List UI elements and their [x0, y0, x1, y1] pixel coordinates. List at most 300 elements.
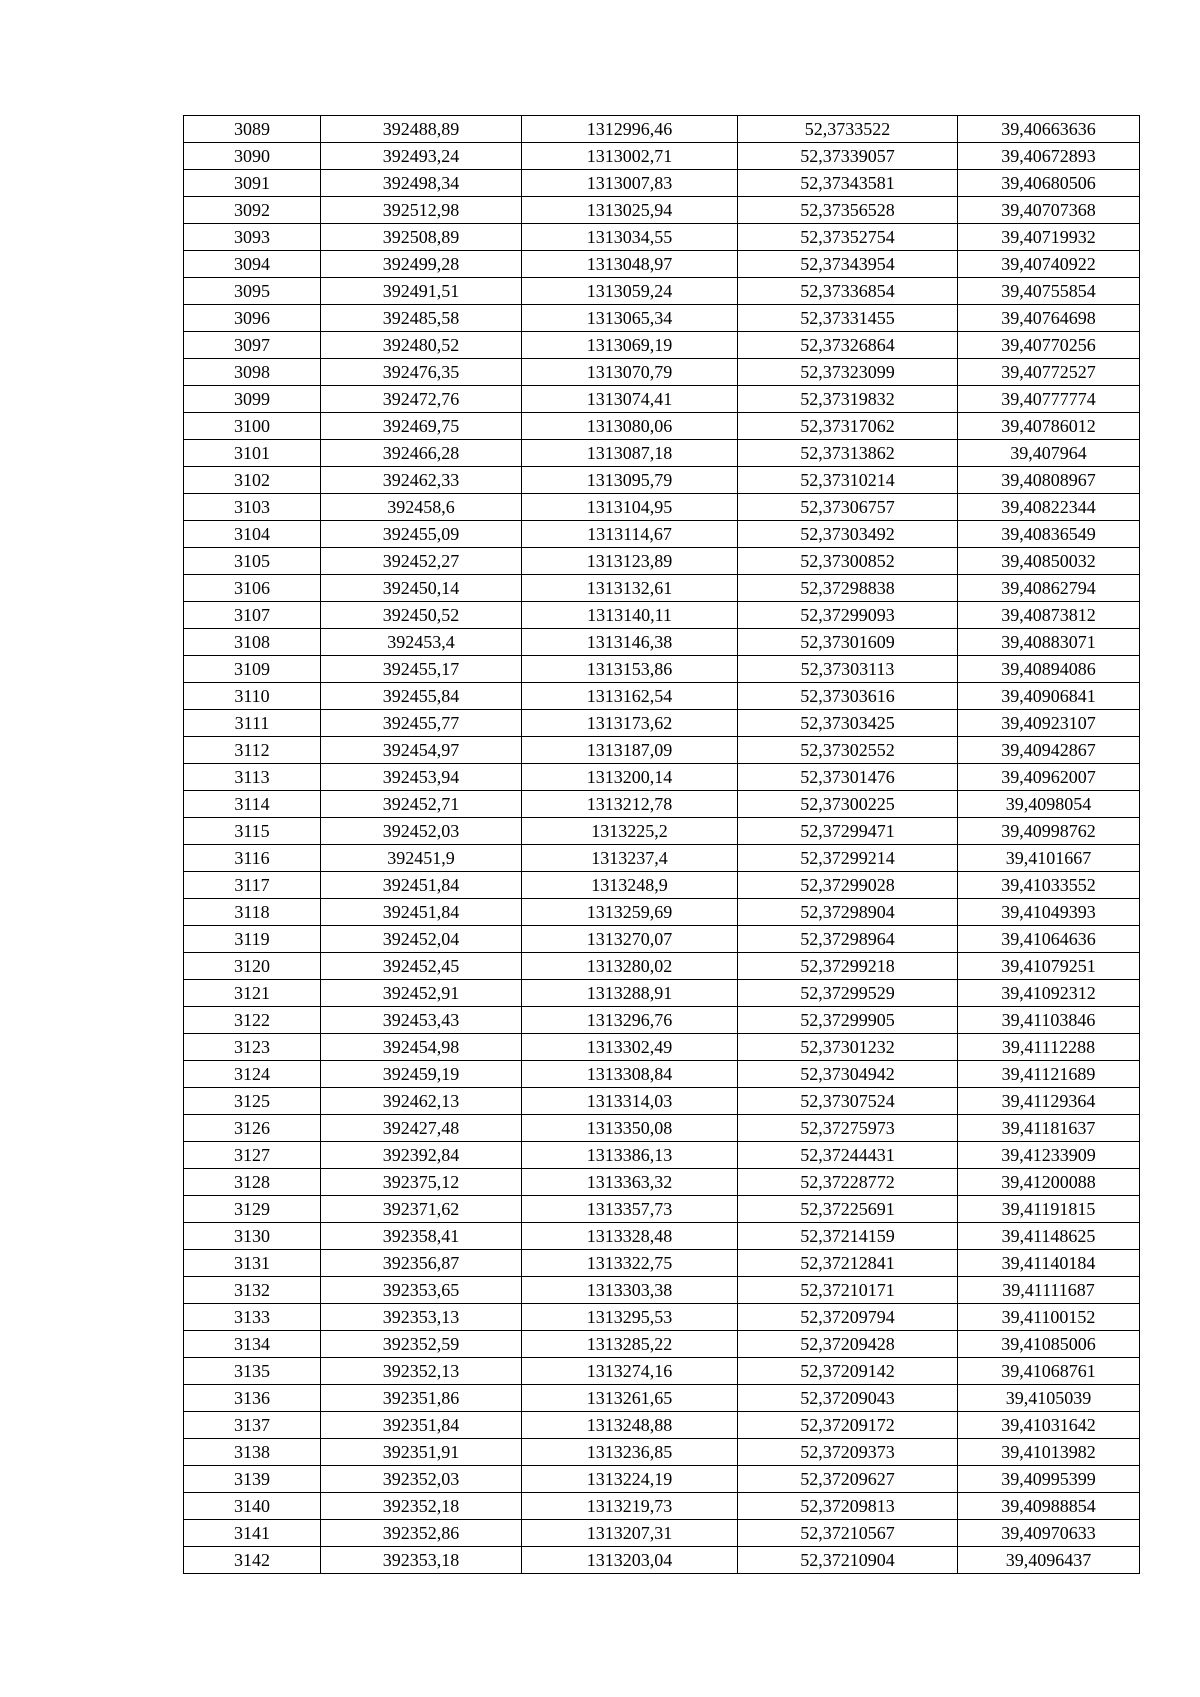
- table-row: [184, 872, 1140, 899]
- longitude-cell: 39,41085006: [958, 1331, 1140, 1358]
- table-row: [184, 899, 1140, 926]
- longitude-cell: 39,41148625: [958, 1223, 1140, 1250]
- table-row: [184, 1331, 1140, 1358]
- y-coordinate-cell: 1313274,16: [522, 1358, 738, 1385]
- x-coordinate-cell: 392452,45: [321, 953, 522, 980]
- x-coordinate-cell: 392375,12: [321, 1169, 522, 1196]
- table-row: [184, 251, 1140, 278]
- latitude-cell: 52,37301232: [738, 1034, 958, 1061]
- y-coordinate-cell: 1313123,89: [522, 548, 738, 575]
- longitude-cell: 39,41103846: [958, 1007, 1140, 1034]
- x-coordinate-cell: 392452,04: [321, 926, 522, 953]
- x-coordinate-cell: 392493,24: [321, 143, 522, 170]
- table-row: [184, 1088, 1140, 1115]
- x-coordinate-cell: 392452,91: [321, 980, 522, 1007]
- point-number-cell: 3101: [184, 440, 321, 467]
- longitude-cell: 39,40672893: [958, 143, 1140, 170]
- longitude-cell: 39,40777774: [958, 386, 1140, 413]
- point-number-cell: 3100: [184, 413, 321, 440]
- point-number-cell: 3107: [184, 602, 321, 629]
- longitude-cell: 39,40764698: [958, 305, 1140, 332]
- y-coordinate-cell: 1313322,75: [522, 1250, 738, 1277]
- latitude-cell: 52,37298964: [738, 926, 958, 953]
- x-coordinate-cell: 392458,6: [321, 494, 522, 521]
- table-row: [184, 1115, 1140, 1142]
- x-coordinate-cell: 392512,98: [321, 197, 522, 224]
- point-number-cell: 3125: [184, 1088, 321, 1115]
- longitude-cell: 39,41031642: [958, 1412, 1140, 1439]
- point-number-cell: 3118: [184, 899, 321, 926]
- point-number-cell: 3132: [184, 1277, 321, 1304]
- latitude-cell: 52,3733522: [738, 116, 958, 143]
- latitude-cell: 52,37212841: [738, 1250, 958, 1277]
- point-number-cell: 3133: [184, 1304, 321, 1331]
- point-number-cell: 3128: [184, 1169, 321, 1196]
- x-coordinate-cell: 392451,9: [321, 845, 522, 872]
- longitude-cell: 39,40962007: [958, 764, 1140, 791]
- latitude-cell: 52,37343581: [738, 170, 958, 197]
- point-number-cell: 3105: [184, 548, 321, 575]
- table-row: [184, 953, 1140, 980]
- longitude-cell: 39,41049393: [958, 899, 1140, 926]
- longitude-cell: 39,40883071: [958, 629, 1140, 656]
- longitude-cell: 39,41064636: [958, 926, 1140, 953]
- point-number-cell: 3094: [184, 251, 321, 278]
- y-coordinate-cell: 1313162,54: [522, 683, 738, 710]
- point-number-cell: 3124: [184, 1061, 321, 1088]
- x-coordinate-cell: 392452,27: [321, 548, 522, 575]
- point-number-cell: 3116: [184, 845, 321, 872]
- table-row: [184, 494, 1140, 521]
- y-coordinate-cell: 1313308,84: [522, 1061, 738, 1088]
- y-coordinate-cell: 1313025,94: [522, 197, 738, 224]
- y-coordinate-cell: 1313207,31: [522, 1520, 738, 1547]
- y-coordinate-cell: 1313350,08: [522, 1115, 738, 1142]
- table-row: [184, 818, 1140, 845]
- latitude-cell: 52,37210171: [738, 1277, 958, 1304]
- point-number-cell: 3114: [184, 791, 321, 818]
- y-coordinate-cell: 1313285,22: [522, 1331, 738, 1358]
- longitude-cell: 39,40988854: [958, 1493, 1140, 1520]
- point-number-cell: 3120: [184, 953, 321, 980]
- table-row: [184, 521, 1140, 548]
- table-row: [184, 791, 1140, 818]
- longitude-cell: 39,41100152: [958, 1304, 1140, 1331]
- longitude-cell: 39,4098054: [958, 791, 1140, 818]
- latitude-cell: 52,37303492: [738, 521, 958, 548]
- longitude-cell: 39,40740922: [958, 251, 1140, 278]
- longitude-cell: 39,40663636: [958, 116, 1140, 143]
- point-number-cell: 3112: [184, 737, 321, 764]
- table-row: [184, 1412, 1140, 1439]
- y-coordinate-cell: 1312996,46: [522, 116, 738, 143]
- table-row: [184, 602, 1140, 629]
- y-coordinate-cell: 1313173,62: [522, 710, 738, 737]
- longitude-cell: 39,41092312: [958, 980, 1140, 1007]
- x-coordinate-cell: 392491,51: [321, 278, 522, 305]
- table-row: [184, 224, 1140, 251]
- latitude-cell: 52,37323099: [738, 359, 958, 386]
- y-coordinate-cell: 1313386,13: [522, 1142, 738, 1169]
- point-number-cell: 3091: [184, 170, 321, 197]
- longitude-cell: 39,40808967: [958, 467, 1140, 494]
- table-row: [184, 440, 1140, 467]
- point-number-cell: 3126: [184, 1115, 321, 1142]
- latitude-cell: 52,37299905: [738, 1007, 958, 1034]
- y-coordinate-cell: 1313095,79: [522, 467, 738, 494]
- x-coordinate-cell: 392453,43: [321, 1007, 522, 1034]
- y-coordinate-cell: 1313288,91: [522, 980, 738, 1007]
- y-coordinate-cell: 1313296,76: [522, 1007, 738, 1034]
- longitude-cell: 39,40998762: [958, 818, 1140, 845]
- point-number-cell: 3097: [184, 332, 321, 359]
- x-coordinate-cell: 392358,41: [321, 1223, 522, 1250]
- table-row: [184, 1520, 1140, 1547]
- point-number-cell: 3111: [184, 710, 321, 737]
- y-coordinate-cell: 1313146,38: [522, 629, 738, 656]
- table-row: [184, 845, 1140, 872]
- y-coordinate-cell: 1313034,55: [522, 224, 738, 251]
- table-row: [184, 1007, 1140, 1034]
- x-coordinate-cell: 392469,75: [321, 413, 522, 440]
- y-coordinate-cell: 1313002,71: [522, 143, 738, 170]
- table-row: [184, 332, 1140, 359]
- point-number-cell: 3134: [184, 1331, 321, 1358]
- x-coordinate-cell: 392455,17: [321, 656, 522, 683]
- x-coordinate-cell: 392353,13: [321, 1304, 522, 1331]
- latitude-cell: 52,37299028: [738, 872, 958, 899]
- longitude-cell: 39,41129364: [958, 1088, 1140, 1115]
- latitude-cell: 52,37301609: [738, 629, 958, 656]
- table-row: [184, 764, 1140, 791]
- table-row: [184, 1169, 1140, 1196]
- latitude-cell: 52,37300852: [738, 548, 958, 575]
- latitude-cell: 52,37307524: [738, 1088, 958, 1115]
- x-coordinate-cell: 392455,77: [321, 710, 522, 737]
- y-coordinate-cell: 1313270,07: [522, 926, 738, 953]
- table-row: [184, 1061, 1140, 1088]
- latitude-cell: 52,37301476: [738, 764, 958, 791]
- table-row: [184, 278, 1140, 305]
- x-coordinate-cell: 392392,84: [321, 1142, 522, 1169]
- x-coordinate-cell: 392352,59: [321, 1331, 522, 1358]
- longitude-cell: 39,41233909: [958, 1142, 1140, 1169]
- longitude-cell: 39,40836549: [958, 521, 1140, 548]
- y-coordinate-cell: 1313087,18: [522, 440, 738, 467]
- longitude-cell: 39,41200088: [958, 1169, 1140, 1196]
- x-coordinate-cell: 392351,91: [321, 1439, 522, 1466]
- latitude-cell: 52,37306757: [738, 494, 958, 521]
- longitude-cell: 39,41191815: [958, 1196, 1140, 1223]
- x-coordinate-cell: 392498,34: [321, 170, 522, 197]
- latitude-cell: 52,37299529: [738, 980, 958, 1007]
- y-coordinate-cell: 1313303,38: [522, 1277, 738, 1304]
- x-coordinate-cell: 392499,28: [321, 251, 522, 278]
- latitude-cell: 52,37303616: [738, 683, 958, 710]
- y-coordinate-cell: 1313224,19: [522, 1466, 738, 1493]
- x-coordinate-cell: 392352,13: [321, 1358, 522, 1385]
- latitude-cell: 52,37356528: [738, 197, 958, 224]
- table-row: [184, 1466, 1140, 1493]
- longitude-cell: 39,41033552: [958, 872, 1140, 899]
- y-coordinate-cell: 1313007,83: [522, 170, 738, 197]
- latitude-cell: 52,37214159: [738, 1223, 958, 1250]
- point-number-cell: 3139: [184, 1466, 321, 1493]
- point-number-cell: 3102: [184, 467, 321, 494]
- x-coordinate-cell: 392352,86: [321, 1520, 522, 1547]
- longitude-cell: 39,40942867: [958, 737, 1140, 764]
- point-number-cell: 3103: [184, 494, 321, 521]
- longitude-cell: 39,41140184: [958, 1250, 1140, 1277]
- longitude-cell: 39,40850032: [958, 548, 1140, 575]
- point-number-cell: 3138: [184, 1439, 321, 1466]
- y-coordinate-cell: 1313302,49: [522, 1034, 738, 1061]
- latitude-cell: 52,37299471: [738, 818, 958, 845]
- latitude-cell: 52,37343954: [738, 251, 958, 278]
- point-number-cell: 3131: [184, 1250, 321, 1277]
- latitude-cell: 52,37331455: [738, 305, 958, 332]
- y-coordinate-cell: 1313132,61: [522, 575, 738, 602]
- latitude-cell: 52,37302552: [738, 737, 958, 764]
- table-row: [184, 413, 1140, 440]
- table-row: [184, 548, 1140, 575]
- y-coordinate-cell: 1313048,97: [522, 251, 738, 278]
- longitude-cell: 39,4101667: [958, 845, 1140, 872]
- point-number-cell: 3110: [184, 683, 321, 710]
- x-coordinate-cell: 392455,84: [321, 683, 522, 710]
- latitude-cell: 52,37209043: [738, 1385, 958, 1412]
- y-coordinate-cell: 1313070,79: [522, 359, 738, 386]
- table-row: [184, 1385, 1140, 1412]
- x-coordinate-cell: 392352,18: [321, 1493, 522, 1520]
- x-coordinate-cell: 392454,98: [321, 1034, 522, 1061]
- longitude-cell: 39,40873812: [958, 602, 1140, 629]
- table-row: [184, 197, 1140, 224]
- coordinates-table: [183, 115, 1140, 1574]
- y-coordinate-cell: 1313065,34: [522, 305, 738, 332]
- x-coordinate-cell: 392508,89: [321, 224, 522, 251]
- longitude-cell: 39,41013982: [958, 1439, 1140, 1466]
- point-number-cell: 3093: [184, 224, 321, 251]
- latitude-cell: 52,37317062: [738, 413, 958, 440]
- y-coordinate-cell: 1313114,67: [522, 521, 738, 548]
- table-row: [184, 116, 1140, 143]
- y-coordinate-cell: 1313203,04: [522, 1547, 738, 1574]
- longitude-cell: 39,40862794: [958, 575, 1140, 602]
- y-coordinate-cell: 1313200,14: [522, 764, 738, 791]
- point-number-cell: 3117: [184, 872, 321, 899]
- coordinates-table-body: [184, 116, 1140, 1574]
- x-coordinate-cell: 392452,03: [321, 818, 522, 845]
- table-row: [184, 1223, 1140, 1250]
- point-number-cell: 3115: [184, 818, 321, 845]
- y-coordinate-cell: 1313212,78: [522, 791, 738, 818]
- latitude-cell: 52,37210904: [738, 1547, 958, 1574]
- y-coordinate-cell: 1313314,03: [522, 1088, 738, 1115]
- latitude-cell: 52,37310214: [738, 467, 958, 494]
- latitude-cell: 52,37275973: [738, 1115, 958, 1142]
- point-number-cell: 3140: [184, 1493, 321, 1520]
- point-number-cell: 3108: [184, 629, 321, 656]
- y-coordinate-cell: 1313153,86: [522, 656, 738, 683]
- table-row: [184, 710, 1140, 737]
- longitude-cell: 39,40906841: [958, 683, 1140, 710]
- latitude-cell: 52,37298838: [738, 575, 958, 602]
- point-number-cell: 3090: [184, 143, 321, 170]
- point-number-cell: 3109: [184, 656, 321, 683]
- table-row: [184, 980, 1140, 1007]
- x-coordinate-cell: 392485,58: [321, 305, 522, 332]
- table-row: [184, 143, 1140, 170]
- point-number-cell: 3142: [184, 1547, 321, 1574]
- point-number-cell: 3095: [184, 278, 321, 305]
- point-number-cell: 3141: [184, 1520, 321, 1547]
- latitude-cell: 52,37209373: [738, 1439, 958, 1466]
- table-row: [184, 683, 1140, 710]
- x-coordinate-cell: 392452,71: [321, 791, 522, 818]
- y-coordinate-cell: 1313237,4: [522, 845, 738, 872]
- y-coordinate-cell: 1313074,41: [522, 386, 738, 413]
- x-coordinate-cell: 392459,19: [321, 1061, 522, 1088]
- point-number-cell: 3136: [184, 1385, 321, 1412]
- table-row: [184, 1196, 1140, 1223]
- y-coordinate-cell: 1313059,24: [522, 278, 738, 305]
- longitude-cell: 39,4105039: [958, 1385, 1140, 1412]
- x-coordinate-cell: 392451,84: [321, 872, 522, 899]
- point-number-cell: 3098: [184, 359, 321, 386]
- longitude-cell: 39,41121689: [958, 1061, 1140, 1088]
- x-coordinate-cell: 392453,4: [321, 629, 522, 656]
- longitude-cell: 39,4096437: [958, 1547, 1140, 1574]
- latitude-cell: 52,37209428: [738, 1331, 958, 1358]
- latitude-cell: 52,37209794: [738, 1304, 958, 1331]
- x-coordinate-cell: 392472,76: [321, 386, 522, 413]
- point-number-cell: 3135: [184, 1358, 321, 1385]
- latitude-cell: 52,37209627: [738, 1466, 958, 1493]
- latitude-cell: 52,37304942: [738, 1061, 958, 1088]
- point-number-cell: 3092: [184, 197, 321, 224]
- table-row: [184, 575, 1140, 602]
- x-coordinate-cell: 392427,48: [321, 1115, 522, 1142]
- y-coordinate-cell: 1313280,02: [522, 953, 738, 980]
- point-number-cell: 3127: [184, 1142, 321, 1169]
- table-row: [184, 1493, 1140, 1520]
- latitude-cell: 52,37326864: [738, 332, 958, 359]
- point-number-cell: 3123: [184, 1034, 321, 1061]
- table-row: [184, 1439, 1140, 1466]
- table-row: [184, 926, 1140, 953]
- x-coordinate-cell: 392351,84: [321, 1412, 522, 1439]
- longitude-cell: 39,40772527: [958, 359, 1140, 386]
- longitude-cell: 39,41079251: [958, 953, 1140, 980]
- x-coordinate-cell: 392466,28: [321, 440, 522, 467]
- longitude-cell: 39,41068761: [958, 1358, 1140, 1385]
- y-coordinate-cell: 1313328,48: [522, 1223, 738, 1250]
- latitude-cell: 52,37298904: [738, 899, 958, 926]
- x-coordinate-cell: 392356,87: [321, 1250, 522, 1277]
- latitude-cell: 52,37303425: [738, 710, 958, 737]
- y-coordinate-cell: 1313219,73: [522, 1493, 738, 1520]
- y-coordinate-cell: 1313248,88: [522, 1412, 738, 1439]
- table-row: [184, 1034, 1140, 1061]
- table-row: [184, 170, 1140, 197]
- point-number-cell: 3130: [184, 1223, 321, 1250]
- latitude-cell: 52,37209142: [738, 1358, 958, 1385]
- x-coordinate-cell: 392353,65: [321, 1277, 522, 1304]
- table-row: [184, 737, 1140, 764]
- point-number-cell: 3122: [184, 1007, 321, 1034]
- latitude-cell: 52,37299093: [738, 602, 958, 629]
- point-number-cell: 3096: [184, 305, 321, 332]
- latitude-cell: 52,37336854: [738, 278, 958, 305]
- latitude-cell: 52,37228772: [738, 1169, 958, 1196]
- x-coordinate-cell: 392371,62: [321, 1196, 522, 1223]
- longitude-cell: 39,40770256: [958, 332, 1140, 359]
- point-number-cell: 3137: [184, 1412, 321, 1439]
- latitude-cell: 52,37313862: [738, 440, 958, 467]
- x-coordinate-cell: 392453,94: [321, 764, 522, 791]
- latitude-cell: 52,37210567: [738, 1520, 958, 1547]
- y-coordinate-cell: 1313236,85: [522, 1439, 738, 1466]
- x-coordinate-cell: 392353,18: [321, 1547, 522, 1574]
- y-coordinate-cell: 1313248,9: [522, 872, 738, 899]
- table-row: [184, 629, 1140, 656]
- y-coordinate-cell: 1313140,11: [522, 602, 738, 629]
- latitude-cell: 52,37303113: [738, 656, 958, 683]
- point-number-cell: 3089: [184, 116, 321, 143]
- table-row: [184, 305, 1140, 332]
- point-number-cell: 3129: [184, 1196, 321, 1223]
- table-row: [184, 467, 1140, 494]
- point-number-cell: 3099: [184, 386, 321, 413]
- longitude-cell: 39,41181637: [958, 1115, 1140, 1142]
- x-coordinate-cell: 392488,89: [321, 116, 522, 143]
- y-coordinate-cell: 1313261,65: [522, 1385, 738, 1412]
- x-coordinate-cell: 392351,86: [321, 1385, 522, 1412]
- x-coordinate-cell: 392450,14: [321, 575, 522, 602]
- y-coordinate-cell: 1313104,95: [522, 494, 738, 521]
- longitude-cell: 39,41112288: [958, 1034, 1140, 1061]
- latitude-cell: 52,37209813: [738, 1493, 958, 1520]
- longitude-cell: 39,40822344: [958, 494, 1140, 521]
- x-coordinate-cell: 392450,52: [321, 602, 522, 629]
- latitude-cell: 52,37300225: [738, 791, 958, 818]
- y-coordinate-cell: 1313080,06: [522, 413, 738, 440]
- x-coordinate-cell: 392352,03: [321, 1466, 522, 1493]
- y-coordinate-cell: 1313357,73: [522, 1196, 738, 1223]
- longitude-cell: 39,40680506: [958, 170, 1140, 197]
- point-number-cell: 3106: [184, 575, 321, 602]
- latitude-cell: 52,37319832: [738, 386, 958, 413]
- table-row: [184, 1304, 1140, 1331]
- longitude-cell: 39,40923107: [958, 710, 1140, 737]
- y-coordinate-cell: 1313295,53: [522, 1304, 738, 1331]
- y-coordinate-cell: 1313187,09: [522, 737, 738, 764]
- y-coordinate-cell: 1313225,2: [522, 818, 738, 845]
- longitude-cell: 39,40707368: [958, 197, 1140, 224]
- longitude-cell: 39,40970633: [958, 1520, 1140, 1547]
- table-row: [184, 1277, 1140, 1304]
- point-number-cell: 3119: [184, 926, 321, 953]
- latitude-cell: 52,37225691: [738, 1196, 958, 1223]
- longitude-cell: 39,40894086: [958, 656, 1140, 683]
- x-coordinate-cell: 392451,84: [321, 899, 522, 926]
- x-coordinate-cell: 392480,52: [321, 332, 522, 359]
- latitude-cell: 52,37352754: [738, 224, 958, 251]
- x-coordinate-cell: 392454,97: [321, 737, 522, 764]
- x-coordinate-cell: 392462,13: [321, 1088, 522, 1115]
- point-number-cell: 3113: [184, 764, 321, 791]
